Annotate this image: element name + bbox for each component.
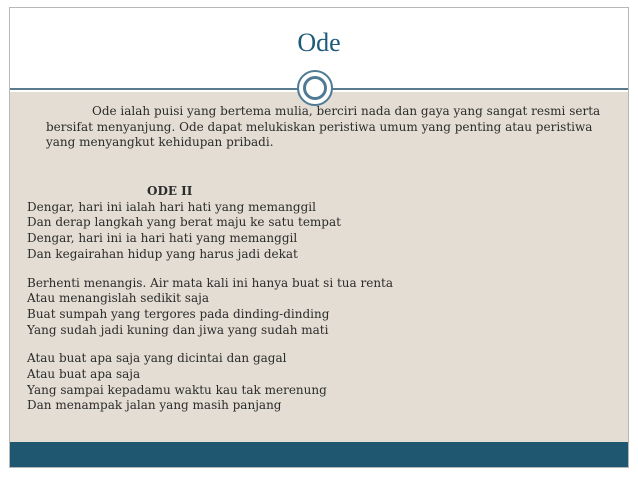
poem-line: Atau buat apa saja yang dicintai dan gagal — [27, 351, 287, 366]
poem-line: Atau menangislah sedikit saja — [27, 291, 209, 306]
poem-line: Dan menampak jalan yang masih panjang — [27, 398, 282, 413]
poem-line: Berhenti menangis. Air mata kali ini hanya buat si tua renta — [27, 275, 394, 290]
poem-line: Yang sudah jadi kuning dan jiwa yang sudah mati — [27, 322, 329, 337]
footer-bar — [10, 442, 628, 467]
poem-line: Dan derap langkah yang berat maju ke satu tempat — [27, 215, 341, 230]
poem-heading: ODE II — [147, 184, 193, 198]
poem-line: Dengar, hari ini ia hari hati yang memanggil — [27, 231, 298, 246]
intro-line: yang menyangkut kehidupan pribadi. — [46, 135, 274, 149]
poem-line: Dengar, hari ini ialah hari hati yang memanggil — [27, 199, 316, 214]
poem-stanza — [27, 351, 627, 414]
intro-line: Ode ialah puisi yang bertema mulia, berciri nada dan gaya yang sangat resmi serta — [92, 104, 601, 118]
slide-title: Ode — [297, 28, 341, 57]
poem-stanza — [27, 200, 627, 263]
intro-line: bersifat menyanjung. Ode dapat melukiskan peristiwa umum yang penting atau peristiwa — [46, 119, 593, 134]
poem-line: Atau buat apa saja — [27, 367, 141, 382]
poem — [27, 184, 627, 427]
intro-paragraph — [46, 104, 616, 151]
poem-stanza — [27, 276, 627, 339]
poem-line: Yang sampai kepadamu waktu kau tak merenung — [27, 382, 327, 397]
divider-circle-inner-ring — [303, 76, 327, 100]
poem-line: Buat sumpah yang tergores pada dinding-dinding — [27, 306, 330, 321]
poem-line: Dan kegairahan hidup yang harus jadi dekat — [27, 246, 298, 261]
